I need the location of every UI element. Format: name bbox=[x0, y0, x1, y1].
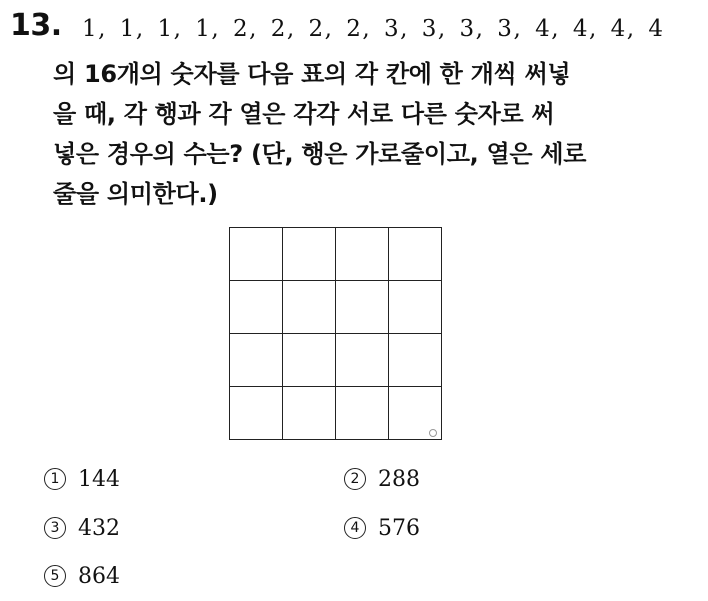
choice-value: 288 bbox=[378, 467, 420, 492]
circled-number-icon: 1 bbox=[44, 468, 66, 490]
question-line-4: 줄을 의미한다.) bbox=[53, 180, 218, 208]
grid-cell bbox=[283, 228, 336, 281]
choice-value: 432 bbox=[78, 516, 120, 541]
choice-2[interactable] bbox=[344, 466, 420, 494]
grid-cell bbox=[230, 228, 283, 281]
grid-cell bbox=[230, 387, 283, 440]
choice-4[interactable] bbox=[344, 515, 420, 543]
grid-cell bbox=[336, 387, 389, 440]
choice-5[interactable] bbox=[44, 563, 120, 591]
circled-number-icon: 2 bbox=[344, 468, 366, 490]
grid-row bbox=[230, 228, 442, 281]
circled-number-icon: 3 bbox=[44, 517, 66, 539]
choice-3[interactable] bbox=[44, 515, 120, 543]
choice-1[interactable] bbox=[44, 466, 120, 494]
number-sequence: 1, 1, 1, 1, 2, 2, 2, 2, 3, 3, 3, 3, 4, 4, 4, 4 bbox=[82, 16, 665, 42]
grid-cell bbox=[230, 281, 283, 334]
grid-cell bbox=[283, 387, 336, 440]
circled-number-icon: 4 bbox=[344, 517, 366, 539]
question-number: 13. bbox=[10, 8, 62, 43]
choice-value: 144 bbox=[78, 467, 120, 492]
grid-cell bbox=[283, 281, 336, 334]
cell-mark-icon bbox=[429, 429, 437, 437]
grid-row bbox=[230, 387, 442, 440]
grid-4x4 bbox=[229, 227, 442, 440]
grid-row bbox=[230, 281, 442, 334]
question-text bbox=[53, 54, 693, 214]
grid-cell bbox=[389, 334, 442, 387]
grid-row bbox=[230, 334, 442, 387]
question-line-3: 넣은 경우의 수는? (단, 행은 가로줄이고, 열은 세로 bbox=[53, 140, 587, 168]
grid-cell bbox=[230, 334, 283, 387]
grid-cell bbox=[389, 281, 442, 334]
question-line-2: 을 때, 각 행과 각 열은 각각 서로 다른 숫자로 써 bbox=[53, 100, 555, 128]
question-line-1: 의 16개의 숫자를 다음 표의 각 칸에 한 개씩 써넣 bbox=[53, 60, 571, 88]
choice-value: 576 bbox=[378, 516, 420, 541]
grid-cell bbox=[336, 228, 389, 281]
grid-cell bbox=[283, 334, 336, 387]
grid-cell bbox=[336, 281, 389, 334]
choice-value: 864 bbox=[78, 564, 120, 589]
grid-cell bbox=[336, 334, 389, 387]
grid-cell bbox=[389, 228, 442, 281]
circled-number-icon: 5 bbox=[44, 565, 66, 587]
